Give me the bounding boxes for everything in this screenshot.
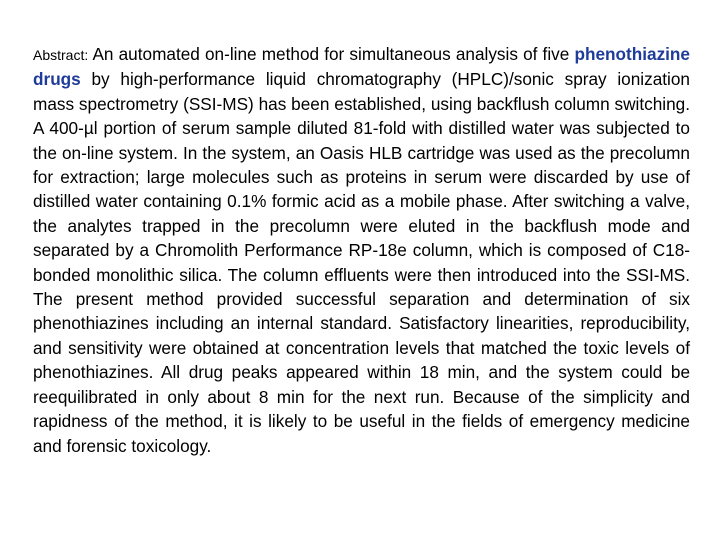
abstract-intro: An automated on-line method for simultaneous analysis of five	[88, 44, 575, 64]
abstract-body: by high-performance liquid chromatography (HPLC)/sonic spray ionization mass spectrometry (SSI-MS) has been established, using backflush column switching. A 400-µl portion of serum sample diluted 81-fold with distilled water was subjected to the on-line system. In the system, an Oasis HLB cartridge was used as the precolumn for extraction; large molecules such as proteins in serum were discarded by use of distilled water containing 0.1% formic acid as a mobile phase. After switching a valve, the analytes trapped in the precolumn were eluted in the backflush mode and separated by a Chromolith Performance RP-18e column, which is composed of C18-bonded monolithic silica. The column effluents were then introduced into the SSI-MS. The present method provided successful separation and determination of six phenothiazines including an internal standard. Satisfactory linearities, reproducibility, and sensitivity were obtained at concentration levels that matched the toxic levels of phenothiazines. All drug peaks appeared within 18 min, and the system could be reequilibrated in only about 8 min for the next run. Because of the simplicity and rapidness of the method, it is likely to be useful in the fields of emergency medicine and forensic toxicology.	[33, 69, 690, 456]
abstract-paragraph	[33, 42, 690, 458]
highlighted-term: phenothiazine drugs	[33, 44, 690, 90]
abstract-label: Abstract:	[33, 47, 89, 63]
